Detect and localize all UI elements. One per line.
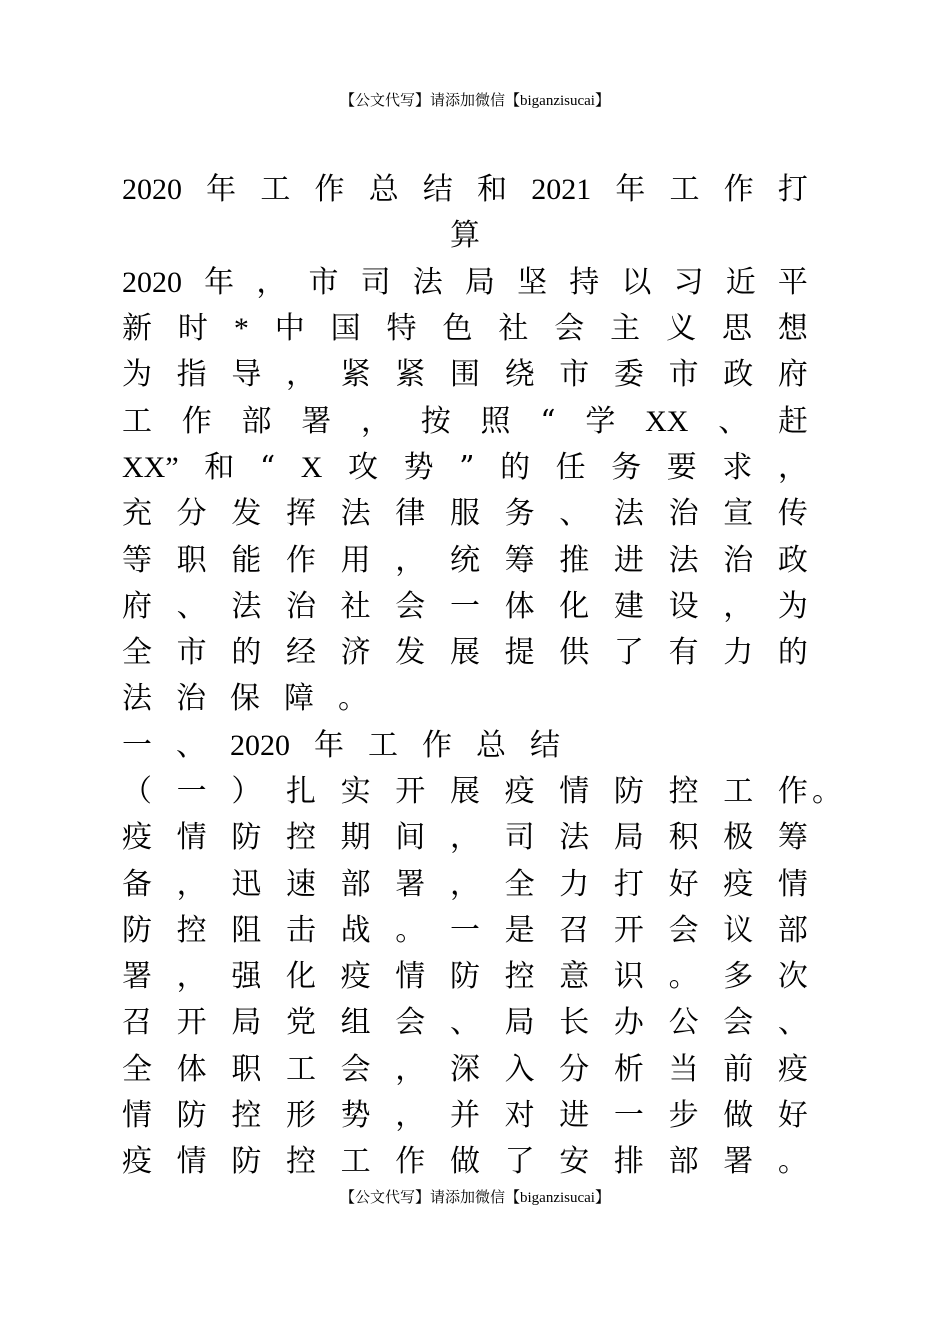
text-char: 召 bbox=[559, 912, 590, 948]
text-char: 供 bbox=[559, 635, 590, 671]
text-char: 年 bbox=[314, 727, 344, 763]
text-char: 任 bbox=[555, 449, 586, 485]
text-char: 公 bbox=[668, 1005, 699, 1041]
text-char: ， bbox=[449, 820, 480, 856]
text-char: XX” bbox=[122, 450, 179, 484]
text-char: 指 bbox=[176, 357, 207, 393]
text-char: 攻 bbox=[347, 449, 378, 485]
text-char: 疫 bbox=[340, 959, 371, 995]
text-char: 疫 bbox=[777, 1051, 808, 1087]
text-char: 控 bbox=[176, 912, 207, 948]
text-char: 会 bbox=[340, 1051, 371, 1087]
text-char: 保 bbox=[230, 681, 260, 717]
text-char: 部 bbox=[340, 866, 371, 902]
text-line bbox=[122, 815, 808, 861]
text-char: 深 bbox=[449, 1051, 480, 1087]
text-char: ， bbox=[176, 866, 207, 902]
text-char: 绕 bbox=[504, 357, 535, 393]
text-char: 求 bbox=[722, 449, 753, 485]
text-char: 一 bbox=[449, 588, 480, 624]
text-char: 、 bbox=[559, 496, 590, 532]
text-char: 会 bbox=[554, 311, 585, 347]
text-char: 市 bbox=[559, 357, 590, 393]
text-char: 好 bbox=[668, 866, 699, 902]
text-char: 进 bbox=[613, 542, 644, 578]
text-char: 有 bbox=[668, 635, 699, 671]
text-char: 经 bbox=[285, 635, 316, 671]
text-char: “ bbox=[259, 449, 276, 485]
text-char: 习 bbox=[673, 264, 704, 300]
text-line bbox=[122, 306, 808, 352]
text-char: 并 bbox=[449, 1098, 480, 1134]
text-char: 算 bbox=[450, 218, 480, 254]
text-char: 用 bbox=[340, 542, 371, 578]
text-char: 以 bbox=[621, 264, 652, 300]
text-char: 部 bbox=[777, 912, 808, 948]
text-char: 入 bbox=[504, 1051, 535, 1087]
text-char: 工 bbox=[368, 727, 398, 763]
text-char: 为 bbox=[122, 357, 152, 393]
text-char: 年 bbox=[206, 172, 237, 208]
text-char: 和 bbox=[204, 449, 235, 485]
text-char: 、 bbox=[777, 1005, 808, 1041]
text-char: 议 bbox=[723, 912, 754, 948]
text-char: 务 bbox=[611, 449, 642, 485]
text-char: 义 bbox=[666, 311, 697, 347]
text-char: 扎 bbox=[285, 774, 316, 809]
text-char: 进 bbox=[559, 1098, 590, 1134]
text-char: 。 bbox=[668, 959, 699, 995]
text-char: 一 bbox=[176, 774, 207, 809]
text-char: 开 bbox=[176, 1005, 207, 1041]
text-char: 法 bbox=[613, 496, 644, 532]
text-line bbox=[122, 398, 808, 444]
text-char: 市 bbox=[176, 635, 207, 671]
text-char: 一 bbox=[122, 727, 152, 763]
text-char: 防 bbox=[176, 1098, 207, 1134]
text-char: 析 bbox=[613, 1051, 644, 1087]
text-line bbox=[122, 676, 808, 722]
text-char: 步 bbox=[668, 1098, 699, 1134]
text-char: 疫 bbox=[122, 820, 152, 856]
text-char: 了 bbox=[504, 1144, 535, 1180]
text-char: 要 bbox=[666, 449, 697, 485]
text-char: 坚 bbox=[517, 264, 548, 300]
text-char: 社 bbox=[498, 311, 529, 347]
text-char: 势 bbox=[403, 449, 434, 485]
text-char: 会 bbox=[668, 912, 699, 948]
text-char: 。 bbox=[338, 681, 368, 717]
text-char: 工 bbox=[122, 403, 152, 439]
text-line bbox=[122, 1000, 808, 1046]
text-char: 情 bbox=[777, 866, 808, 902]
text-char: 召 bbox=[122, 1005, 152, 1041]
text-char: 持 bbox=[569, 264, 600, 300]
text-char: 是 bbox=[504, 912, 535, 948]
page-header: 【公文代写】请添加微信【biganzisucai】 bbox=[340, 93, 610, 109]
text-char: 局 bbox=[504, 1005, 535, 1041]
text-char: 宣 bbox=[723, 496, 754, 532]
text-char: 发 bbox=[395, 635, 426, 671]
text-char: ， bbox=[395, 542, 426, 578]
text-char: 控 bbox=[231, 1098, 262, 1134]
text-char: 2020 bbox=[230, 728, 290, 762]
text-char: 工 bbox=[669, 172, 700, 208]
text-line bbox=[122, 1093, 808, 1139]
text-char: 体 bbox=[504, 588, 535, 624]
text-char: 职 bbox=[176, 542, 207, 578]
text-char: 会 bbox=[723, 1005, 754, 1041]
text-char: 市 bbox=[308, 264, 339, 300]
text-char: 情 bbox=[122, 1098, 152, 1134]
text-char: 治 bbox=[285, 588, 316, 624]
text-char: 总 bbox=[368, 172, 399, 208]
text-char: 近 bbox=[725, 264, 756, 300]
text-char: 全 bbox=[122, 1051, 152, 1087]
text-char: 疫 bbox=[122, 1144, 152, 1180]
text-char: 形 bbox=[285, 1098, 316, 1134]
text-char: 府 bbox=[122, 588, 152, 624]
text-char: 学 bbox=[585, 403, 616, 439]
text-char: 防 bbox=[122, 912, 152, 948]
text-char: 控 bbox=[285, 1144, 316, 1180]
text-char: 力 bbox=[723, 635, 754, 671]
text-char: 展 bbox=[449, 774, 480, 809]
text-char: 积 bbox=[668, 820, 699, 856]
text-char: 政 bbox=[777, 542, 808, 578]
text-char: ， bbox=[777, 449, 808, 485]
text-char: 化 bbox=[285, 959, 316, 995]
text-char: 做 bbox=[723, 1098, 754, 1134]
text-char: 法 bbox=[122, 681, 152, 717]
text-char: ， bbox=[176, 959, 207, 995]
text-char: 社 bbox=[340, 588, 371, 624]
page-footer: 【公文代写】请添加微信【biganzisucai】 bbox=[340, 1190, 610, 1206]
text-char: 年 bbox=[204, 264, 235, 300]
text-char: 障 bbox=[284, 681, 314, 717]
text-char: 局 bbox=[231, 1005, 262, 1041]
text-char: 工 bbox=[723, 774, 754, 809]
text-char: 防 bbox=[231, 1144, 262, 1180]
text-char: 意 bbox=[559, 959, 590, 995]
text-char: 平 bbox=[777, 264, 808, 300]
text-char: 充 bbox=[122, 496, 152, 532]
text-char: 年 bbox=[615, 172, 646, 208]
text-char: 备 bbox=[122, 866, 152, 902]
text-line bbox=[122, 352, 808, 398]
text-char: 防 bbox=[613, 774, 644, 809]
text-char: 期 bbox=[340, 820, 371, 856]
text-char: 打 bbox=[613, 866, 644, 902]
text-char: 办 bbox=[613, 1005, 644, 1041]
text-char: 战 bbox=[340, 912, 371, 948]
text-char: 分 bbox=[559, 1051, 590, 1087]
text-char: ” bbox=[459, 449, 475, 485]
text-char: X bbox=[300, 450, 323, 484]
text-char: 新 bbox=[122, 311, 152, 347]
text-char: ， bbox=[256, 264, 287, 300]
text-char: 国 bbox=[330, 311, 361, 347]
text-char: 建 bbox=[613, 588, 644, 624]
text-char: 挥 bbox=[285, 496, 316, 532]
text-char: 2021 bbox=[531, 173, 592, 207]
text-line bbox=[122, 954, 808, 1000]
text-char: 速 bbox=[285, 866, 316, 902]
text-char: 治 bbox=[668, 496, 699, 532]
text-char: 按 bbox=[420, 403, 451, 439]
text-char: 部 bbox=[668, 1144, 699, 1180]
text-char: 导 bbox=[231, 357, 262, 393]
text-char: “ bbox=[540, 403, 556, 439]
text-char: 治 bbox=[723, 542, 754, 578]
text-char: 做 bbox=[449, 1144, 480, 1180]
text-char: 等 bbox=[122, 542, 152, 578]
text-char: 情 bbox=[176, 1144, 207, 1180]
text-char: 会 bbox=[395, 588, 426, 624]
text-char: 极 bbox=[723, 820, 754, 856]
text-char: 的 bbox=[231, 635, 262, 671]
text-char: 对 bbox=[504, 1098, 535, 1134]
text-char: 党 bbox=[285, 1005, 316, 1041]
text-char: 市 bbox=[668, 357, 699, 393]
text-char: 击 bbox=[285, 912, 316, 948]
text-char: 法 bbox=[340, 496, 371, 532]
text-char: 多 bbox=[723, 959, 754, 995]
text-char: 的 bbox=[500, 449, 531, 485]
text-char: 、 bbox=[176, 588, 207, 624]
text-char: 工 bbox=[260, 172, 291, 208]
text-char: 识 bbox=[613, 959, 644, 995]
text-line bbox=[122, 260, 808, 306]
text-char: 。 bbox=[777, 1144, 808, 1180]
text-char: （ bbox=[122, 774, 152, 809]
text-char: 署 bbox=[122, 959, 152, 995]
text-char: 围 bbox=[449, 357, 480, 393]
text-char: 总 bbox=[476, 727, 506, 763]
text-char: 长 bbox=[559, 1005, 590, 1041]
text-char: 署 bbox=[301, 403, 332, 439]
text-char: 强 bbox=[231, 959, 262, 995]
text-char: 迅 bbox=[231, 866, 262, 902]
text-char: 间 bbox=[395, 820, 426, 856]
text-char: 势 bbox=[340, 1098, 371, 1134]
text-char: 主 bbox=[610, 311, 641, 347]
text-char: * bbox=[233, 312, 249, 346]
text-char: 一 bbox=[449, 912, 480, 948]
text-char: ， bbox=[285, 357, 316, 393]
body-paragraphs bbox=[122, 260, 842, 1186]
text-char: 局 bbox=[464, 264, 495, 300]
text-char: 照 bbox=[480, 403, 511, 439]
text-char: 全 bbox=[504, 866, 535, 902]
text-line bbox=[122, 908, 808, 954]
text-char: 中 bbox=[274, 311, 305, 347]
text-char: 发 bbox=[231, 496, 262, 532]
text-char: ， bbox=[361, 403, 391, 439]
text-line bbox=[122, 861, 808, 907]
text-char: 法 bbox=[668, 542, 699, 578]
text-char: 设 bbox=[668, 588, 699, 624]
text-char: 政 bbox=[723, 357, 754, 393]
text-char: 控 bbox=[668, 774, 699, 809]
text-char: 想 bbox=[777, 311, 808, 347]
text-char: 色 bbox=[442, 311, 473, 347]
text-char: 委 bbox=[613, 357, 644, 393]
text-char: 筹 bbox=[777, 820, 808, 856]
text-char: 作 bbox=[181, 403, 212, 439]
text-char: 法 bbox=[231, 588, 262, 624]
text-line bbox=[122, 1047, 808, 1093]
text-line bbox=[122, 445, 808, 491]
text-char: 力 bbox=[559, 866, 590, 902]
text-char: 筹 bbox=[504, 542, 535, 578]
text-char: 控 bbox=[285, 820, 316, 856]
text-char: 紧 bbox=[395, 357, 426, 393]
text-char: 体 bbox=[176, 1051, 207, 1087]
text-char: 排 bbox=[613, 1144, 644, 1180]
text-char: 作 bbox=[395, 1144, 426, 1180]
text-char: 实 bbox=[340, 774, 371, 809]
text-char: 开 bbox=[395, 774, 426, 809]
text-char: 作 bbox=[314, 172, 345, 208]
text-char: 2020 bbox=[122, 265, 182, 299]
text-char: 阻 bbox=[231, 912, 262, 948]
text-char: 全 bbox=[122, 635, 152, 671]
text-char: 职 bbox=[231, 1051, 262, 1087]
text-char: 结 bbox=[530, 727, 560, 763]
text-char: ） bbox=[231, 774, 262, 809]
text-char: 组 bbox=[340, 1005, 371, 1041]
text-char: 务 bbox=[504, 496, 535, 532]
text-char: 推 bbox=[559, 542, 590, 578]
text-char: 司 bbox=[504, 820, 535, 856]
text-char: 司 bbox=[360, 264, 391, 300]
text-char: 济 bbox=[340, 635, 371, 671]
text-char: 情 bbox=[395, 959, 426, 995]
overhang-punctuation: 。 bbox=[812, 773, 842, 809]
text-char: 当 bbox=[668, 1051, 699, 1087]
text-char: 特 bbox=[386, 311, 417, 347]
text-char: 思 bbox=[721, 311, 752, 347]
text-char: 化 bbox=[559, 588, 590, 624]
text-line bbox=[122, 723, 808, 769]
text-char: 了 bbox=[613, 635, 644, 671]
text-char: 府 bbox=[777, 357, 808, 393]
text-char: 作 bbox=[723, 172, 754, 208]
text-char: 服 bbox=[449, 496, 480, 532]
text-char: 署 bbox=[395, 866, 426, 902]
text-char: 时 bbox=[177, 311, 208, 347]
title-line-1 bbox=[122, 167, 808, 213]
text-char: 部 bbox=[241, 403, 272, 439]
document-body bbox=[122, 167, 842, 1186]
text-char: 赶 bbox=[777, 403, 808, 439]
text-char: 法 bbox=[559, 820, 590, 856]
text-char: 分 bbox=[176, 496, 207, 532]
text-char: 前 bbox=[723, 1051, 754, 1087]
text-char: 作 bbox=[777, 774, 808, 809]
text-char: 、 bbox=[176, 727, 206, 763]
text-char: 打 bbox=[777, 172, 808, 208]
text-char: 紧 bbox=[340, 357, 371, 393]
text-char: 2020 bbox=[122, 173, 182, 207]
text-char: ， bbox=[395, 1051, 426, 1087]
text-char: 。 bbox=[395, 912, 426, 948]
text-char: 的 bbox=[777, 635, 808, 671]
text-char: 安 bbox=[559, 1144, 590, 1180]
text-line bbox=[122, 491, 808, 537]
text-char: 、 bbox=[718, 403, 749, 439]
text-char: 署 bbox=[723, 1144, 754, 1180]
text-char: 控 bbox=[504, 959, 535, 995]
text-char: 结 bbox=[422, 172, 453, 208]
text-char: 作 bbox=[422, 727, 452, 763]
text-char: 和 bbox=[477, 172, 508, 208]
text-line bbox=[122, 1139, 808, 1185]
text-char: 情 bbox=[559, 774, 590, 809]
text-char: 局 bbox=[613, 820, 644, 856]
text-char: 工 bbox=[340, 1144, 371, 1180]
text-char: 疫 bbox=[504, 774, 535, 809]
text-char: 疫 bbox=[723, 866, 754, 902]
text-char: 作 bbox=[285, 542, 316, 578]
text-char: 一 bbox=[613, 1098, 644, 1134]
text-char: 会 bbox=[395, 1005, 426, 1041]
text-char: 律 bbox=[395, 496, 426, 532]
text-line bbox=[122, 630, 808, 676]
text-char: 能 bbox=[231, 542, 262, 578]
text-char: 防 bbox=[231, 820, 262, 856]
text-char: 展 bbox=[449, 635, 480, 671]
text-char: 工 bbox=[285, 1051, 316, 1087]
text-char: 防 bbox=[449, 959, 480, 995]
text-line bbox=[122, 584, 808, 630]
text-char: 次 bbox=[777, 959, 808, 995]
text-char: 治 bbox=[176, 681, 206, 717]
text-char: 、 bbox=[449, 1005, 480, 1041]
text-char: 法 bbox=[412, 264, 443, 300]
text-char: 为 bbox=[777, 588, 808, 624]
text-char: ， bbox=[723, 588, 754, 624]
title-line-2 bbox=[122, 213, 808, 259]
text-char: XX bbox=[645, 404, 689, 438]
text-line bbox=[122, 537, 808, 583]
text-char: 统 bbox=[449, 542, 480, 578]
text-char: ， bbox=[395, 1098, 426, 1134]
text-char: 传 bbox=[777, 496, 808, 532]
text-char: 提 bbox=[504, 635, 535, 671]
text-char: ， bbox=[449, 866, 480, 902]
text-char: 好 bbox=[777, 1098, 808, 1134]
text-char: 情 bbox=[176, 820, 207, 856]
text-line bbox=[122, 769, 842, 815]
text-char: 开 bbox=[613, 912, 644, 948]
